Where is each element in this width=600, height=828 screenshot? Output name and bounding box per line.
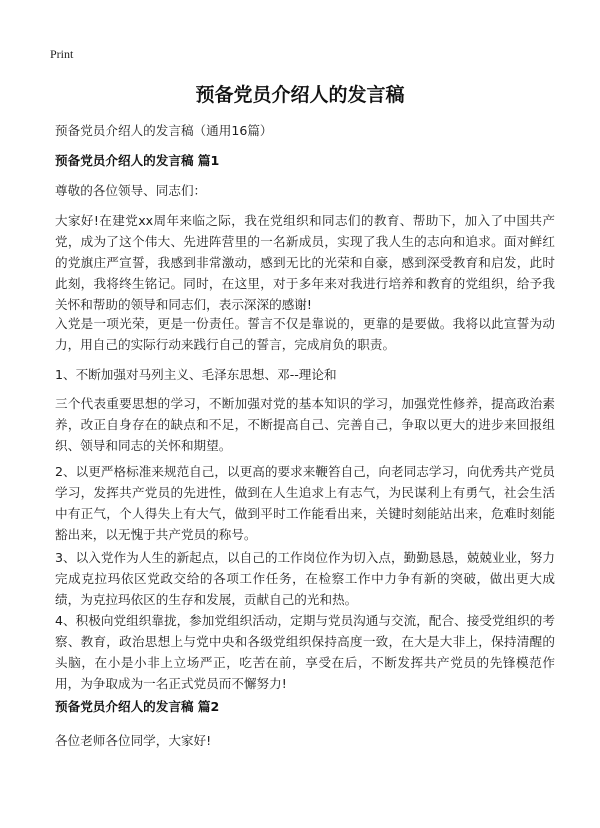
salutation-1: 尊敬的各位领导、同志们： <box>55 183 207 198</box>
paragraph: 3、以入党作为人生的新起点，以自己的工作岗位作为切入点，勤勤恳恳，兢兢业业，努力完成克拉玛依区党政交给的各项工作任务，在检察工作中力争有新的突破，做出更大成绩，为克拉玛依区的生存和发展，贡献自己的光和热。 <box>55 550 555 607</box>
salutation-2: 各位老师各位同学，大家好! <box>55 733 212 748</box>
section-heading-2: 预备党员介绍人的发言稿 篇2 <box>55 699 220 714</box>
paragraph: 大家好!在建党xx周年来临之际，我在党组织和同志们的教育、帮助下，加入了中国共产党，成为了这个伟大、先进阵营里的一名新成员，实现了我人生的志向和追求。面对鲜红的党旗庄严宣誓，我感到非常激动，感到无比的光荣和自豪，感到深受教育和启发，此时此刻，我将终生铭记。同时，在这里，对于多年来对我进行培养和教育的党组织，给予我关怀和帮助的领导和同志们，表示深深的感谢! <box>55 213 555 312</box>
paragraph: 4、积极向党组织靠拢，参加党组织活动，定期与党员沟通与交流，配合、接受党组织的考察、教育，政治思想上与党中央和各级党组织保持高度一致，在大是大非上，保持清醒的头脑，在小是小非上立场严正，吃苦在前，享受在后，不断发挥共产党员的先锋模范作用，为争取成为一名正式党员而不懈努力! <box>55 613 555 691</box>
paragraph: 1、不断加强对马列主义、毛泽东思想、邓--理论和 <box>55 367 337 382</box>
page-title: 预备党员介绍人的发言稿 <box>195 84 405 106</box>
paragraph: 三个代表重要思想的学习，不断加强对党的基本知识的学习，加强党性修养，提高政治素养，改正自身存在的缺点和不足，不断提高自己、完善自己，争取以更大的进步来回报组织、领导和同志的关怀和期望。 <box>55 396 555 453</box>
print-link[interactable]: Print <box>50 47 74 61</box>
document-subtitle: 预备党员介绍人的发言稿（通用16篇） <box>55 123 273 138</box>
paragraph: 2、以更严格标准来规范自己，以更高的要求来鞭笞自己，向老同志学习，向优秀共产党员学习，发挥共产党员的先进性，做到在人生追求上有志气，为民谋利上有勇气，社会生活中有正气，个人得失上有大气，做到平时工作能看出来，关键时刻能站出来，危难时刻能豁出来，以无愧于共产党员的称号。 <box>55 464 555 542</box>
paragraph: 入党是一项光荣，更是一份责任。誓言不仅是靠说的，更靠的是要做。我将以此宣誓为动力，用自己的实际行动来践行自己的誓言，完成肩负的职责。 <box>55 316 555 352</box>
section-heading-1: 预备党员介绍人的发言稿 篇1 <box>55 153 220 168</box>
